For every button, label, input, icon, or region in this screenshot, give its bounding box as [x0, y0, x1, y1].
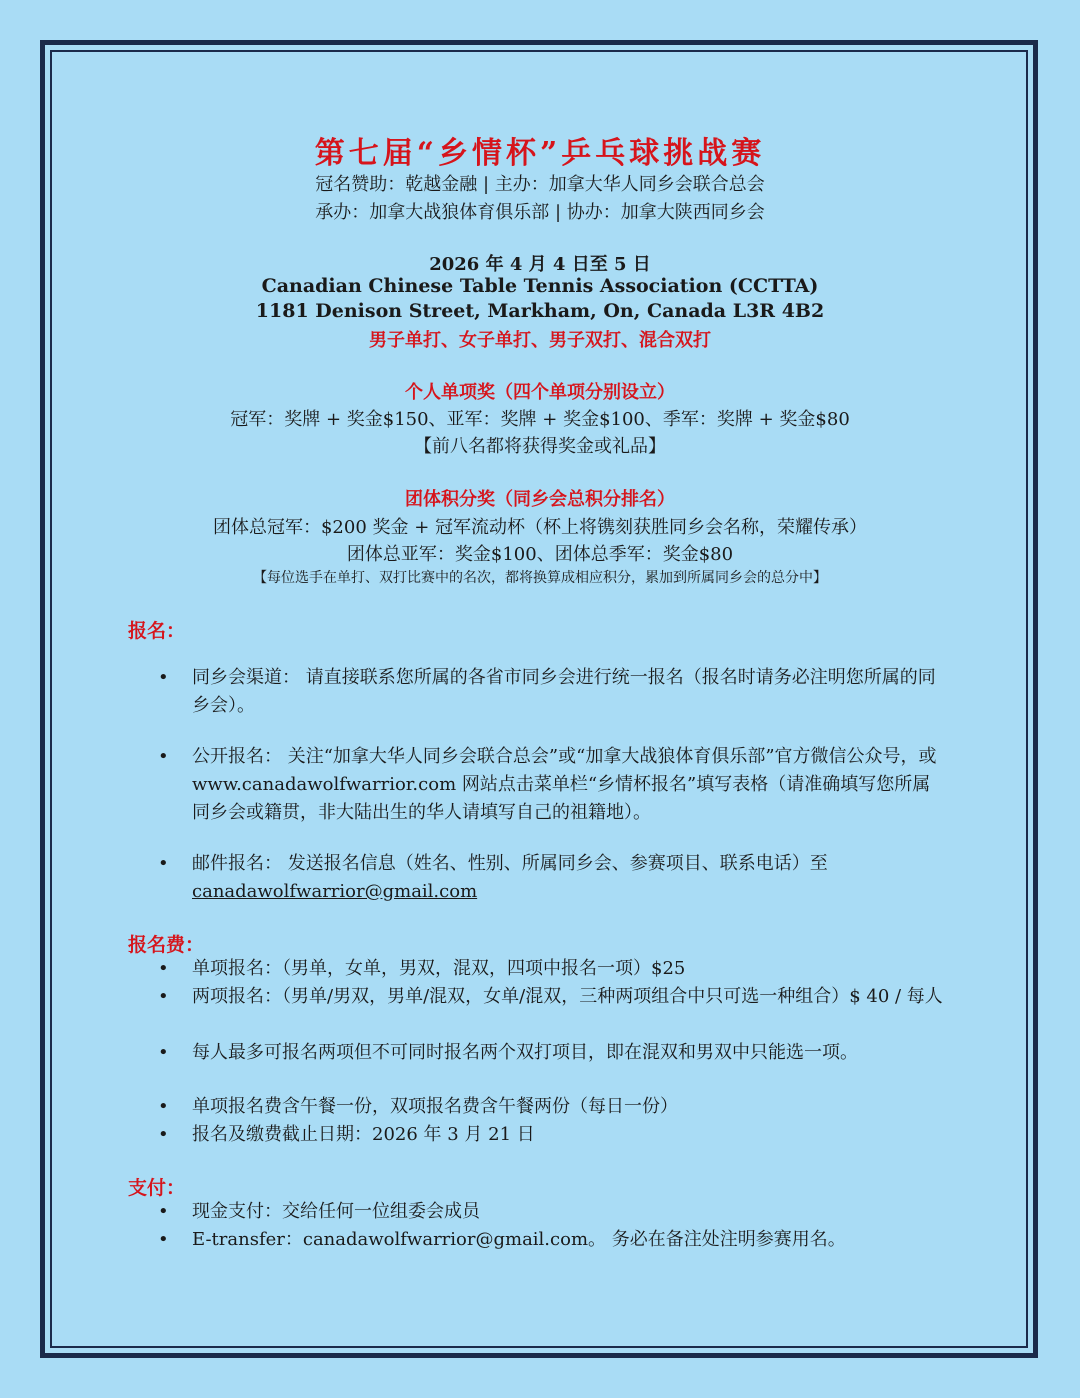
- list-item: [158, 1039, 948, 1067]
- registration-item-text: 公开报名： 关注“加拿大华人同乡会联合总会”或“加拿大战狼体育俱乐部”官方微信公众号，或 www.canadawolfwarrior.com 网站点击菜单栏“乡情杯报名”填写表格（请准确填写您所属同乡会或籍贯，非大陆出生的华人请填写自己的祖籍地）。: [192, 746, 937, 823]
- bullet-icon: •: [158, 1042, 169, 1063]
- payment-item-text: E-transfer：canadawolfwarrior@gmail.com。 务必在备注处注明参赛用名。: [192, 1229, 846, 1250]
- bullet-icon: •: [158, 1124, 169, 1145]
- payment-heading: 支付：: [128, 1177, 186, 1199]
- bullet-icon: •: [158, 667, 169, 688]
- bullet-icon: •: [158, 1229, 169, 1250]
- list-item: [158, 1093, 948, 1121]
- event-list: 男子单打、女子单打、男子双打、混合双打: [369, 330, 711, 351]
- list-item: [158, 983, 948, 1011]
- list-item: [158, 664, 948, 720]
- list-item: [158, 955, 948, 983]
- bullet-icon: •: [158, 958, 169, 979]
- team-runners-up-prize: 团体总亚军：奖金$100、团体总季军：奖金$80: [346, 544, 734, 565]
- team-champion-prize: 团体总冠军：$200 奖金 + 冠军流动杯（杯上将镌刻获胜同乡会名称，荣耀传承）: [212, 517, 868, 538]
- list-item: [158, 743, 948, 827]
- fee-item-text: 报名及缴费截止日期：2026 年 3 月 21 日: [192, 1124, 535, 1145]
- bullet-icon: •: [158, 986, 169, 1007]
- registration-item-text: 同乡会渠道： 请直接联系您所属的各省市同乡会进行统一报名（报名时请务必注明您所属的同乡会）。: [192, 667, 936, 716]
- venue-name: Canadian Chinese Table Tennis Association (CCTTA): [261, 275, 819, 297]
- page-title: 第七届“乡情杯”乒乓球挑战赛: [314, 136, 766, 171]
- individual-awards-heading: 个人单项奖（四个单项分别设立）: [405, 382, 675, 403]
- sponsor-line: 冠名赞助：乾越金融 | 主办：加拿大华人同乡会联合总会: [315, 174, 765, 195]
- event-date: 2026 年 4 月 4 日至 5 日: [429, 254, 651, 275]
- individual-prizes: 冠军：奖牌 + 奖金$150、亚军：奖牌 + 奖金$100、季军：奖牌 + 奖金$80: [230, 409, 850, 430]
- fees-heading: 报名费：: [128, 934, 205, 956]
- payment-item-text: 现金支付：交给任何一位组委会成员: [192, 1201, 480, 1222]
- list-item: [158, 850, 948, 906]
- fee-item-text: 每人最多可报名两项但不可同时报名两个双打项目，即在混双和男双中只能选一项。: [192, 1042, 858, 1063]
- individual-awards-note: 【前八名都将获得奖金或礼品】: [414, 436, 666, 457]
- bullet-icon: •: [158, 1201, 169, 1222]
- email-link[interactable]: canadawolfwarrior@gmail.com: [192, 881, 478, 902]
- list-item: [158, 1226, 948, 1254]
- venue-address: 1181 Denison Street, Markham, On, Canada L3R 4B2: [255, 300, 825, 322]
- fee-item-text: 单项报名费含午餐一份，双项报名费含午餐两份（每日一份）: [192, 1096, 678, 1117]
- bullet-icon: •: [158, 1096, 169, 1117]
- fee-item-text: 单项报名：（男单，女单，男双，混双，四项中报名一项）$25: [192, 958, 686, 979]
- fee-item-text: 两项报名：（男单/男双，男单/混双，女单/混双，三种两项组合中只可选一种组合）$ 40 / 每人: [192, 986, 943, 1007]
- registration-heading: 报名：: [128, 620, 186, 642]
- organizer-line: 承办：加拿大战狼体育俱乐部 | 协办：加拿大陕西同乡会: [315, 202, 765, 223]
- bullet-icon: •: [158, 746, 169, 767]
- team-awards-heading: 团体积分奖（同乡会总积分排名）: [405, 489, 675, 510]
- bullet-icon: •: [158, 853, 169, 874]
- team-awards-note: 【每位选手在单打、双打比赛中的名次，都将换算成相应积分，累加到所属同乡会的总分中】: [253, 570, 827, 586]
- list-item: [158, 1198, 948, 1226]
- registration-item-text: 邮件报名： 发送报名信息（姓名、性别、所属同乡会、参赛项目、联系电话）至: [192, 853, 828, 874]
- list-item: [158, 1121, 948, 1149]
